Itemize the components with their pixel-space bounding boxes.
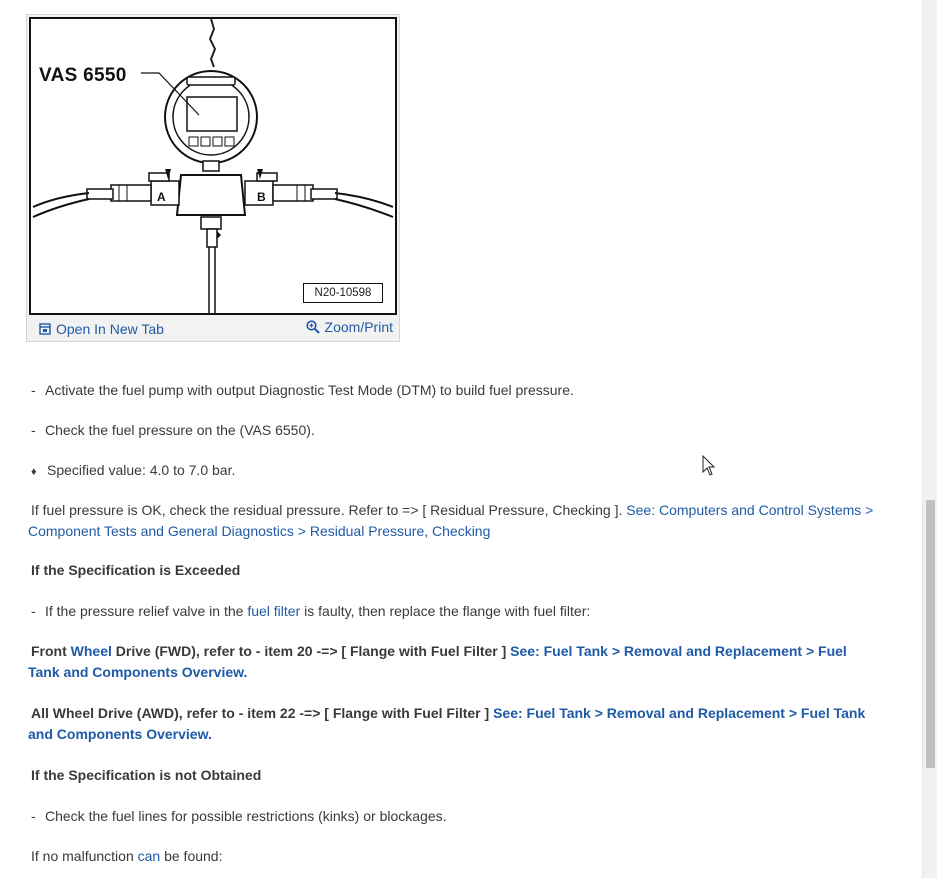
diamond-bullet-icon: ♦ bbox=[31, 466, 37, 478]
step-activate-pump bbox=[28, 380, 878, 401]
step-text: Activate the fuel pump with output Diagnostic Test Mode (DTM) to build fuel pressure. bbox=[45, 382, 574, 398]
pressure-gauge-illustration bbox=[31, 19, 395, 313]
step-text: Check the fuel pressure on the (VAS 6550). bbox=[45, 422, 315, 438]
can-link[interactable]: can bbox=[137, 848, 161, 864]
relief-text-a: If the pressure relief valve in the bbox=[45, 603, 244, 619]
zoom-print-label: Zoom/Print bbox=[324, 319, 393, 335]
valve-b-label: B bbox=[257, 190, 266, 204]
residual-pressure-link[interactable]: See: Computers and Control Systems > Component Tests and General Diagnostics > Residual Pressure, Checking bbox=[28, 502, 874, 539]
open-new-tab-icon bbox=[39, 323, 51, 335]
fwd-text-a: Front bbox=[31, 643, 67, 659]
vertical-scrollbar[interactable] bbox=[922, 0, 937, 878]
step-check-lines bbox=[28, 806, 878, 827]
figure-actions bbox=[27, 317, 399, 341]
specified-text: Specified value: 4.0 to 7.0 bar. bbox=[47, 462, 236, 478]
awd-paragraph bbox=[28, 703, 878, 745]
scrollbar-thumb[interactable] bbox=[926, 500, 935, 768]
figure-code: N20-10598 bbox=[303, 283, 383, 303]
no-malfunction-paragraph bbox=[28, 846, 878, 867]
not-obtained-heading: If the Specification is not Obtained bbox=[31, 767, 262, 783]
valve-a-label: A bbox=[157, 190, 166, 204]
awd-fuel-tank-link[interactable]: See: Fuel Tank > Removal and Replacement > Fuel Tank and Components Overview. bbox=[28, 705, 866, 742]
zoom-print-link[interactable] bbox=[306, 319, 393, 335]
if-ok-text: If fuel pressure is OK, check the residual pressure. Refer to => [ Residual Pressure, Checking ]. bbox=[31, 502, 623, 518]
specified-value bbox=[28, 460, 878, 483]
no-malf-text-a: If no malfunction bbox=[31, 848, 134, 864]
step-dash: - bbox=[31, 603, 36, 619]
fwd-paragraph bbox=[28, 641, 878, 683]
no-malf-text-b: be found: bbox=[164, 848, 223, 864]
fuel-filter-link[interactable]: fuel filter bbox=[247, 603, 301, 619]
figure-container bbox=[26, 14, 400, 342]
device-label: VAS 6550 bbox=[39, 65, 127, 86]
step-dash: - bbox=[31, 382, 36, 398]
step-dash: - bbox=[31, 808, 36, 824]
open-in-new-tab-link[interactable] bbox=[39, 321, 164, 337]
wheel-link[interactable]: Wheel bbox=[70, 643, 112, 659]
awd-text: All Wheel Drive (AWD), refer to - item 22 -=> [ Flange with Fuel Filter ] bbox=[31, 705, 490, 721]
relief-text-b: is faulty, then replace the flange with fuel filter: bbox=[304, 603, 591, 619]
step-text: Check the fuel lines for possible restrictions (kinks) or blockages. bbox=[45, 808, 447, 824]
mouse-pointer-icon bbox=[702, 455, 716, 482]
fwd-text-b: Drive (FWD), refer to - item 20 -=> [ Flange with Fuel Filter ] bbox=[115, 643, 507, 659]
step-dash: - bbox=[31, 422, 36, 438]
step-relief-valve bbox=[28, 601, 878, 622]
if-ok-paragraph bbox=[28, 500, 878, 542]
exceeded-heading: If the Specification is Exceeded bbox=[31, 562, 241, 578]
zoom-magnifier-icon bbox=[306, 320, 320, 334]
step-check-pressure bbox=[28, 420, 878, 441]
open-in-new-tab-label: Open In New Tab bbox=[56, 321, 164, 337]
fwd-fuel-tank-link[interactable]: See: Fuel Tank > Removal and Replacement > Fuel Tank and Components Overview. bbox=[28, 643, 847, 680]
vas6550-diagram[interactable] bbox=[29, 17, 397, 315]
